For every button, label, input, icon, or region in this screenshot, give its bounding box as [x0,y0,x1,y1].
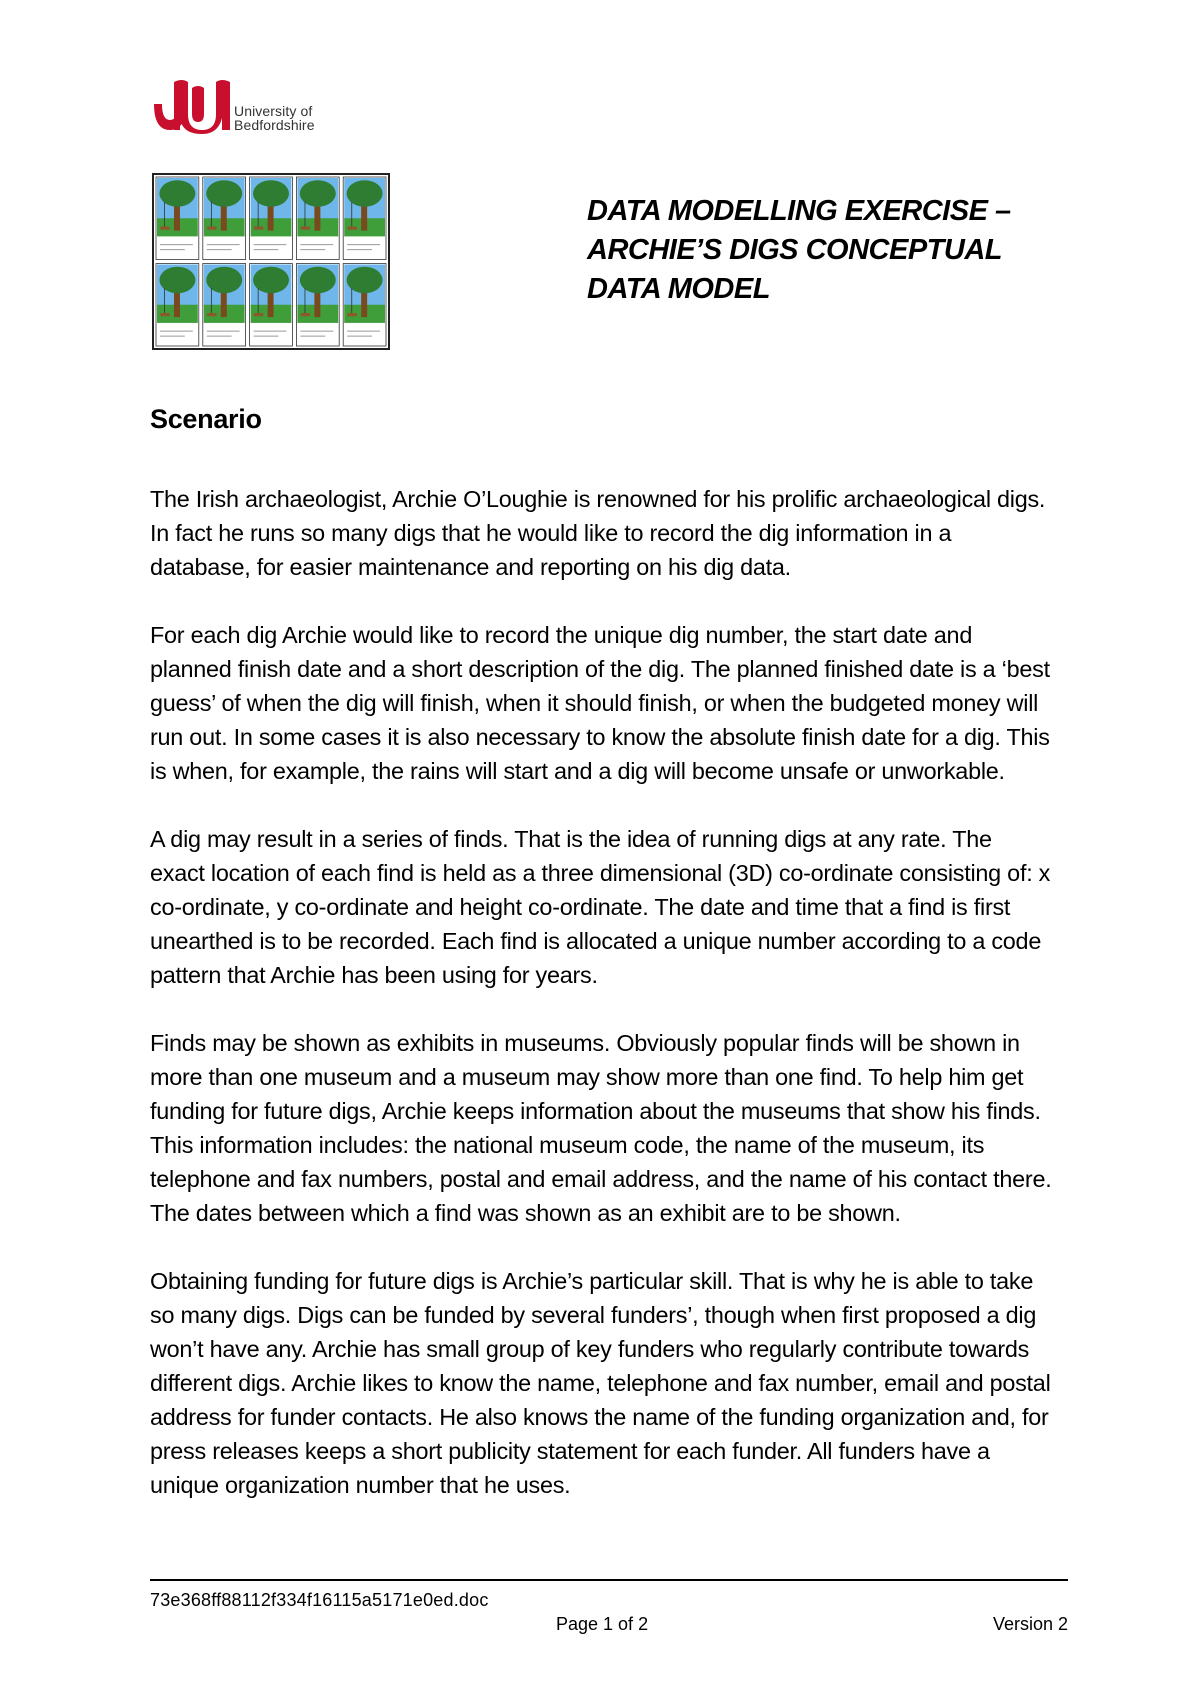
document-title [587,192,1011,309]
section-heading-scenario: Scenario [150,404,262,434]
paragraph-line: address for funder contacts. He also knows the name of the funding organization and, for [150,1404,1049,1430]
comic-panel [250,177,293,260]
paragraph [150,618,1070,788]
paragraph-line: guess’ of when the dig will finish, when it should finish, or when the budgeted money will [150,690,1039,716]
footer-page-number: Page 1 of 2 [556,1614,649,1634]
title-line-3: DATA MODEL [587,273,770,305]
logo-text-line1: University of [234,103,313,119]
comic-panel [203,264,246,347]
comic-panel [156,264,199,347]
paragraph [150,482,1070,584]
comic-panel [343,177,386,260]
logo-text-line2: Bedfordshire [234,117,315,133]
paragraph-line: won’t have any. Archie has small group of key funders who regularly contribute towards [150,1336,1030,1362]
paragraph-line: Obtaining funding for future digs is Archie’s particular skill. That is why he is able to take [150,1268,1034,1294]
scenario-body [150,482,1070,1536]
paragraph-line: Finds may be shown as exhibits in museums. Obviously popular finds will be shown in [150,1030,1020,1056]
university-logo-mark [152,74,232,138]
paragraph-line: is when, for example, the rains will start and a dig will become unsafe or unworkable. [150,758,1005,784]
paragraph-line: co-ordinate, y co-ordinate and height co-ordinate. The date and time that a find is first [150,894,1011,920]
comic-panels [154,175,388,348]
paragraph-line: In fact he runs so many digs that he would like to record the dig information in a [150,520,952,546]
tree-swing-comic-image [152,173,390,350]
comic-panel [296,177,339,260]
paragraph-line: A dig may result in a series of finds. That is the idea of running digs at any rate. The [150,826,992,852]
paragraph-line: run out. In some cases it is also necessary to know the absolute finish date for a dig. This [150,724,1050,750]
paragraph-line: The Irish archaeologist, Archie O’Loughie is renowned for his prolific archaeological digs. [150,486,1046,512]
footer-divider [150,1579,1068,1581]
paragraph-line: For each dig Archie would like to record the unique dig number, the start date and [150,622,973,648]
paragraph-line: unique organization number that he uses. [150,1472,571,1498]
paragraph-line: exact location of each find is held as a three dimensional (3D) co-ordinate consisting of: x [150,860,1051,886]
footer-filename: 73e368ff88112f334f16115a5171e0ed.doc [150,1590,489,1610]
paragraph-line: funding for future digs, Archie keeps information about the museums that show his finds. [150,1098,1041,1124]
footer-version: Version 2 [992,1614,1068,1634]
comic-panel [203,177,246,260]
paragraph-line: The dates between which a find was shown as an exhibit are to be shown. [150,1200,901,1226]
paragraph [150,822,1070,992]
university-logo [152,74,332,138]
paragraph-line: telephone and fax numbers, postal and email address, and the name of his contact there. [150,1166,1052,1192]
paragraph [150,1026,1070,1230]
paragraph-line: press releases keeps a short publicity statement for each funder. All funders have a [150,1438,990,1464]
paragraph-line: planned finish date and a short description of the dig. The planned finished date is a ‘best [150,656,1050,682]
paragraph [150,1264,1070,1502]
paragraph-line: database, for easier maintenance and reporting on his dig data. [150,554,791,580]
paragraph-line: different digs. Archie likes to know the name, telephone and fax number, email and postal [150,1370,1051,1396]
comic-panel [343,264,386,347]
logo-text [234,104,315,132]
paragraph-line: so many digs. Digs can be funded by several funders’, though when first proposed a dig [150,1302,1037,1328]
comic-panel [156,177,199,260]
title-line-2: ARCHIE’S DIGS CONCEPTUAL [587,234,1002,266]
title-line-1: DATA MODELLING EXERCISE – [587,195,1011,227]
comic-panel [296,264,339,347]
paragraph-line: more than one museum and a museum may show more than one find. To help him get [150,1064,1024,1090]
paragraph-line: unearthed is to be recorded. Each find is allocated a unique number according to a code [150,928,1042,954]
comic-panel [250,264,293,347]
paragraph-line: pattern that Archie has been using for years. [150,962,598,988]
paragraph-line: This information includes: the national museum code, the name of the museum, its [150,1132,985,1158]
